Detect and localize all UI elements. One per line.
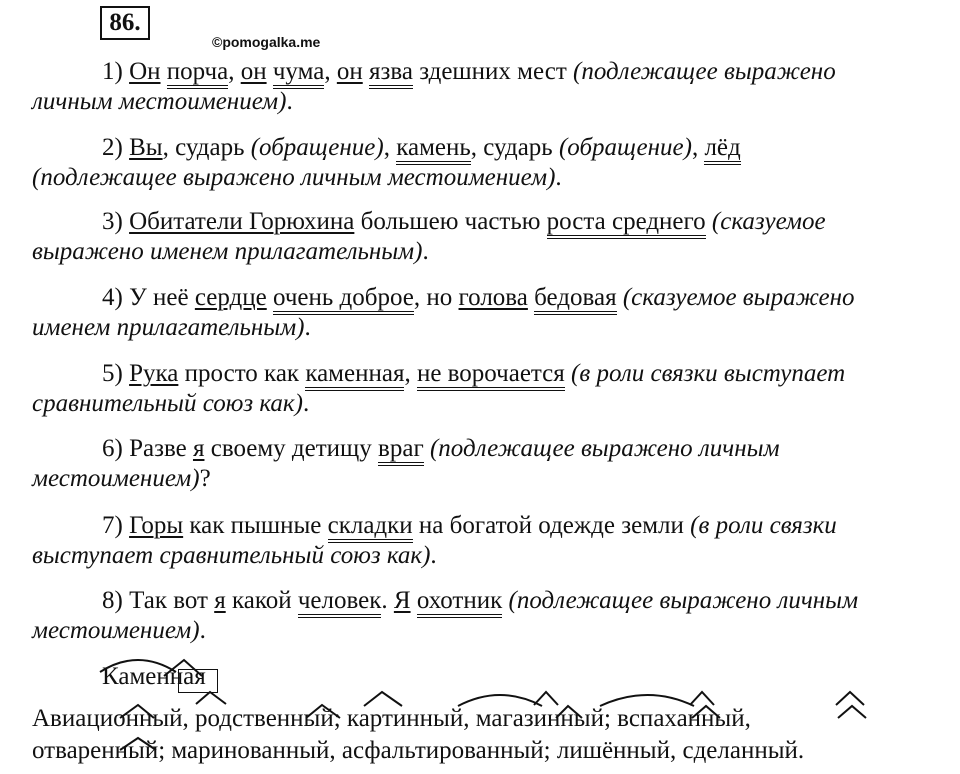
note: (в роли связки выступает [571,360,846,387]
note: местоимением) [32,465,200,492]
predicate: камень [396,134,471,165]
note: (подлежащее выражено личным [429,435,780,462]
subject: Обитатели Горюхина [129,208,355,235]
item-5: 5) Рука просто как каменная, не ворочается (в роли связки выступает сравнительный союз как). [32,360,846,417]
item-1: 1) Он порча, он чума, он язва здешних мест (подлежащее выражено личным местоимением). [32,58,836,115]
predicate: роста среднего [547,208,706,239]
item-8: 8) Так вот я какой человек. Я охотник (подлежащее выражено личным местоимением). [32,587,859,644]
note: (подлежащее выражено [573,58,836,85]
predicate: человек [298,587,382,618]
note: выражено именем прилагательным) [32,238,423,265]
exercise-number: 86. [100,6,150,40]
note: (обращение) [558,134,692,161]
subject: Вы [129,134,163,161]
predicate: чума [273,58,325,89]
subject: он [240,58,267,85]
note: (обращение) [250,134,384,161]
predicate: язва [369,58,413,89]
predicate: охотник [417,587,502,618]
note: местоимением) [32,617,200,644]
item-7: 7) Горы как пышные складки на богатой одежде земли (в роли связки выступает сравнительный союз как). [32,512,837,569]
predicate: порча [167,58,228,89]
note: (подлежащее выражено личным местоимением) [32,164,556,191]
suffix-mark [196,692,226,704]
predicate: бедовая [534,284,616,315]
subject: сердце [194,284,267,311]
morph-word: Каменная [102,663,206,690]
subject: Горы [129,512,184,539]
tail-line-1: Авиационный, родственный; картинный, магазинный; вспаханный, [32,705,751,732]
item-4: 4) У неё сердце очень доброе, но голова бедовая (сказуемое выражено именем прилагательным). [32,284,855,341]
note: личным местоимением) [32,88,287,115]
root-arc [100,660,176,672]
note: сравнительный союз как) [32,390,303,417]
watermark: ©pomogalka.me [212,34,321,50]
predicate: враг [378,435,424,466]
subject: он [336,58,363,85]
item-6: 6) Разве я своему детищу враг (подлежащее выражено личным местоимением)? [32,435,780,492]
predicate: не ворочается [417,360,565,391]
note: (подлежащее выражено личным [508,587,859,614]
subject: я [192,435,205,462]
note: (в роли связки [690,512,837,539]
predicate: каменная [305,360,404,391]
subject: Он [129,58,161,85]
predicate: лёд [704,134,740,165]
predicate: очень доброе [273,284,414,315]
subject: голова [458,284,528,311]
note: выступает сравнительный союз как) [32,542,431,569]
subject: Я [393,587,411,614]
note: (сказуемое [711,208,826,235]
item-3: 3) Обитатели Горюхина большею частью роста среднего (сказуемое выражено именем прилагательным). [32,208,826,265]
tail-line-2: отваренный; маринованный, асфальтированный; лишённый, сделанный. [32,737,805,764]
subject: Рука [129,360,179,387]
note: именем прилагательным) [32,314,305,341]
predicate: складки [328,512,413,543]
subject: я [214,587,226,614]
item-2: 2) Вы, сударь (обращение), камень, сударь (обращение), лёд (подлежащее выражено личным местоимением). [32,134,741,191]
note: (сказуемое выражено [622,284,855,311]
